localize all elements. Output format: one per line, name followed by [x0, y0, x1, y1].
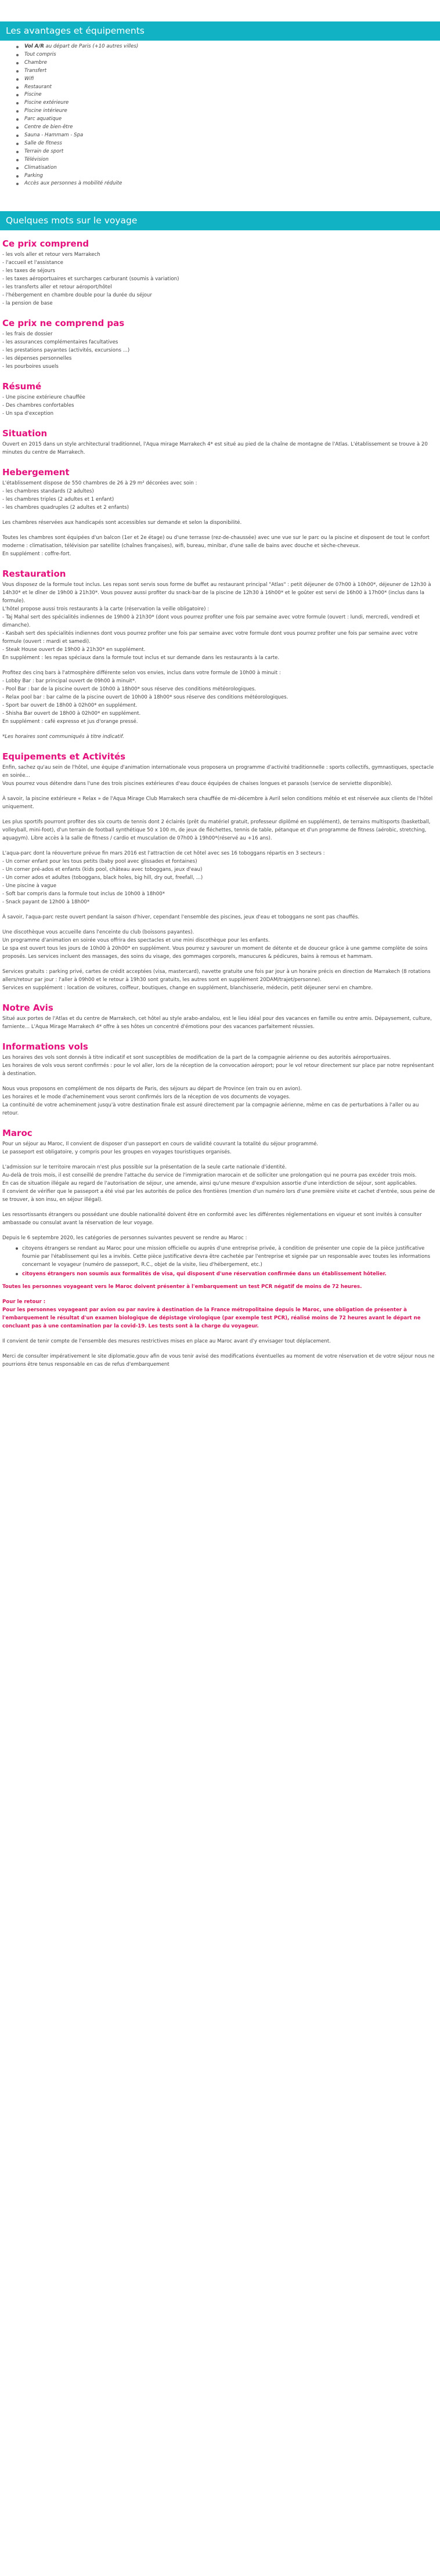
maroc-category-tourist: citoyens étrangers non soumis aux formalités de visa, qui disposent d'une réservation confirmée dans un établissement hôtelier.	[22, 1270, 437, 1278]
text-line: - la pension de base	[2, 301, 53, 307]
maroc-return-label: Pour le retour :	[2, 1299, 46, 1305]
text-line: - l'hébergement en chambre double pour la durée du séjour	[2, 292, 152, 299]
maroc-category-official: citoyens étrangers se rendant au Maroc pour une mission officielle ou auprès d'une entreprise privée, à condition de présenter une copie de la pièce justificative fournie par l'établissement qui les a invités. Cette pièce justificative devra être cachetée par l'entreprise et signée par un responsable avec toutes les informations concernant le voyageur (numéro de passeport, R.C., objet de la visite, lieu d'hébergement, etc.)	[22, 1244, 437, 1269]
advantages-list	[0, 43, 440, 188]
maroc-p1: Pour un séjour au Maroc, Il convient de disposer d'un passeport en cours de validité couvrant la totalité du séjour programmé.	[2, 1141, 319, 1148]
text-line: - Sport bar ouvert de 18h00 à 02h00* en supplément.	[2, 703, 138, 709]
advantage-item-text: Restaurant	[24, 84, 52, 90]
maroc-p2: L'admission sur le territoire marocain n'est plus possible sur la présentation de la seule carte nationale d'identité.	[2, 1164, 287, 1171]
section-notice	[2, 1003, 437, 1031]
included-lines	[2, 251, 437, 307]
maroc-p2b: Au-delà de trois mois, il est conseillé de prendre l'attache du service de l'immigration marocain et de solliciter une prolongation qui ne pourra pas excéder trois mois.	[2, 1173, 417, 1179]
advantage-item	[24, 115, 440, 124]
summary-lines	[2, 393, 437, 418]
text-line: - Un corner enfant pour les tous petits (baby pool avec glissades et fontaines)	[2, 859, 197, 865]
text-line: - les prestations payantes (activités, excursions ...)	[2, 348, 130, 354]
info-p2c: La continuité de votre acheminement jusqu'à votre destination finale est assuré directement par la compagnie aérienne, même en cas de perturbations à l'aller ou au retour.	[2, 1102, 419, 1117]
advantage-item-text: au départ de Paris (+10 autres villes)	[44, 44, 139, 49]
equipment-p2: À savoir, la piscine extérieure « Relax » de l'Aqua Mirage Club Marrakech sera chauffée de mi-décembre à Avril selon conditions météo et est réservée aux clients de l'hôtel uniquement.	[2, 796, 433, 811]
advantage-item	[24, 59, 440, 67]
equipment-heading: Equipements et Activités	[2, 751, 126, 762]
text-line: - l'accueil et l'assistance	[2, 260, 63, 266]
included-heading: Ce prix comprend	[2, 238, 89, 249]
lodging-heading: Hebergement	[2, 467, 70, 478]
maroc-p3: Les ressortissants étrangers ou possédant une double nationalité doivent être en conformité avec les différentes réglementations en vigueur et sont invités à consulter ambassade ou consulat avant la réservation de leur voyage.	[2, 1212, 422, 1227]
maroc-p6: Merci de consulter impérativement le site diplomatie.gouv afin de vous tenir avisé des modifications éventuelles au moment de votre réservation et de votre séjour nous ne pourrions être tenus responsable en cas de refus d'embarquement	[2, 1354, 435, 1368]
equipment-p6: Une discothèque vous accueille dans l'enceinte du club (boissons payantes).	[2, 929, 194, 936]
equipment-p6c: Le spa est ouvert tous les jours de 10h00 à 20h00* en supplément. Vous pourrez y savourer un moment de détente et de douceur grâce à une gamme complète de soins proposés. Les services incluent des massages, des soins du visage, des gommages corporels, manucures & pédicures, bains à remous et hammam.	[2, 946, 428, 960]
section-flight-info	[2, 1041, 437, 1117]
section-included	[2, 238, 437, 307]
text-line: - Une piscine à vague	[2, 883, 57, 889]
text-line: - Taj Mahal sert des spécialités indiennes de 19h00 à 21h30* (dont vous pourrez profiter une fois par semaine avec votre formule (ouvert : lundi, mercredi, vendredi et dimanche).	[2, 614, 420, 629]
maroc-heading: Maroc	[2, 1128, 33, 1139]
text-line: - les vols aller et retour vers Marrakech	[2, 252, 100, 258]
text-line: - les chambres standards (2 adultes)	[2, 489, 94, 495]
info-p2: Nous vous proposons en complément de nos départs de Paris, des séjours au départ de Province (en train ou en avion).	[2, 1086, 302, 1092]
text-line: - Soft bar compris dans la formule tout inclus de 10h00 à 18h00*	[2, 891, 165, 898]
info-p2b: Les horaires et le mode d'acheminement vous seront confirmés lors de la réception de vos documents de voyages.	[2, 1094, 291, 1101]
advantage-item-text: Piscine	[24, 92, 42, 98]
text-line: - les dépenses personnelles	[2, 356, 72, 362]
advantage-item-text: Télévision	[24, 156, 49, 162]
info-heading: Informations vols	[2, 1041, 88, 1052]
advantage-item-text: Parking	[24, 172, 43, 179]
equipment-p5: À savoir, l'aqua-parc reste ouvert pendant la saison d'hiver, cependant l'ensemble des piscines, jeux d'eau et toboggans ne sont pas chauffés.	[2, 914, 360, 921]
advantage-item	[24, 91, 440, 99]
excluded-heading: Ce prix ne comprend pas	[2, 318, 125, 329]
advantage-item-text: Accès aux personnes à mobilité réduite	[24, 180, 122, 187]
text-line: - Des chambres confortables	[2, 403, 74, 409]
restaurant-p3: Profitez des cinq bars à l'atmosphère différente selon vos envies, inclus dans votre formule de 10h00 à minuit :	[2, 670, 281, 676]
advantage-item-text: Terrain de sport	[24, 148, 64, 154]
text-line: - les taxes de séjours	[2, 268, 56, 274]
text-line: - les pourboires usuels	[2, 364, 59, 370]
text-line: En supplément : café expresso et jus d'orange pressé.	[2, 719, 138, 725]
text-line: - Steak House ouvert de 19h00 à 21h30* en supplément.	[2, 647, 146, 653]
section-equipment	[2, 751, 437, 992]
info-p1b: Les horaires de vols vous seront confirmés : pour le vol aller, lors de la réception de la convocation aéroport; pour le vol retour directement sur place par notre représentant à destination.	[2, 1063, 434, 1077]
advantage-item	[24, 148, 440, 156]
advantage-item-text: Salle de fitness	[24, 140, 62, 146]
advantage-item	[24, 51, 440, 59]
equipment-p6b: Un programme d'animation en soirée vous offrira des spectacles et une mini discothèque pour les enfants.	[2, 938, 270, 944]
text-line: - Un corner pré-ados et enfants (kids pool, château avec toboggans, jeux d'eau)	[2, 867, 203, 873]
maroc-p5: Il convient de tenir compte de l'ensemble des mesures restrictives mises en place au Maroc avant d'y envisager tout déplacement.	[2, 1338, 331, 1345]
equipment-p3: Les plus sportifs pourront profiter des six courts de tennis dont 2 éclairés (prêt du matériel gratuit, professeur diplômé en supplément), de terrains multisports (basketball, volleyball, mini-foot), d'un terrain de football synthétique 50 x 100 m, de jeux de fléchettes, tennis de table, pétanque et d'un programme de fitness (aérobic, stretching, aquagym). Libre accès à la salle de fitness / cardio et musculation de 07h00 à 19h00*(réservé au +16 ans).	[2, 819, 431, 842]
section-summary	[2, 381, 437, 418]
text-line: - les taxes aéroportuaires et surcharges carburant (soumis à variation)	[2, 276, 179, 283]
advantage-item	[24, 84, 440, 92]
situation-heading: Situation	[2, 428, 48, 439]
advantage-item	[24, 107, 440, 115]
restaurant-lines2	[2, 677, 437, 726]
text-line: - les chambres triples (2 adultes et 1 enfant)	[2, 497, 114, 503]
text-line: - Une piscine extérieure chauffée	[2, 395, 85, 401]
text-line: - les frais de dossier	[2, 331, 53, 338]
text-line: - Kasbah sert des spécialités indiennes dont vous pourrez profiter une fois par semaine avec votre formule dont vous pourrez profiter une fois par semaine avec votre formule (ouvert : mardi et samedi).	[2, 631, 418, 645]
advantage-item-text: Sauna - Hammam - Spa	[24, 132, 84, 138]
advantage-item-text: Wifi	[24, 75, 34, 82]
lodging-intro: L'établissement dispose de 550 chambres de 26 à 29 m² décorées avec soin :	[2, 480, 197, 487]
advantage-item-text: Piscine extérieure	[24, 100, 69, 106]
lodging-p1: Les chambres réservées aux handicapés sont accessibles sur demande et selon la disponibilité.	[2, 520, 242, 526]
section-excluded	[2, 318, 437, 371]
text-line: - Relax pool bar : bar calme de la piscine ouvert de 10h00 à 18h00* sous réserve des conditions météorologiques.	[2, 694, 288, 701]
advantage-item	[24, 99, 440, 107]
text-line: - Pool Bar : bar de la piscine ouvert de 10h00 à 18h00* sous réserve des conditions météorologiques.	[2, 686, 257, 693]
advantage-item	[24, 75, 440, 84]
maroc-return-warning: Pour les personnes voyageant par avion ou par navire à destination de la France métropolitaine depuis le Maroc, une obligation de présenter à l'embarquement le résultat d'un examen biologique de dépistage virologique (par exemple test PCR), réalisé moins de 72 heures avant le départ ne concluant pas à une contamination par la covid-19. Les tests sont à la charge du voyageur.	[2, 1307, 421, 1330]
advantage-item	[24, 43, 440, 51]
maroc-p1b: Le passeport est obligatoire, y compris pour les groupes en voyages touristiques organisés.	[2, 1149, 232, 1156]
lodging-lines	[2, 487, 437, 512]
notice-text: Situé aux portes de l'Atlas et du centre de Marrakech, cet hôtel au style arabo-andalou, est le lieu idéal pour des vacances en famille ou entre amis. Dépaysement, culture, farniente... L'Aqua Mirage Marrakech 4* offre à ses hôtes un concentré d'émotions pour des vacances parfaitement réussies.	[2, 1016, 432, 1030]
advantage-item-bold: Vol A/R	[24, 44, 44, 49]
info-p1: Les horaires des vols sont donnés à titre indicatif et sont susceptibles de modification de la part de la compagnie aérienne ou des autorités aéroportuaires.	[2, 1055, 391, 1061]
advantage-item-text: Centre de bien-être	[24, 124, 73, 131]
text-line: - Lobby Bar : bar principal ouvert de 09h00 à minuit*.	[2, 678, 136, 685]
summary-heading: Résumé	[2, 381, 42, 392]
maroc-categories-list	[2, 1244, 437, 1278]
notice-heading: Notre Avis	[2, 1003, 53, 1014]
advantages-header: Les avantages et équipements	[0, 21, 440, 41]
lodging-p3: En supplément : coffre-fort.	[2, 551, 71, 558]
advantage-item	[24, 156, 440, 164]
equipment-p1b: Vous pourrez vous détendre dans l'une des trois piscines extérieures d'eau douce équipées de chaises longues et parasols (service de serviette disponible).	[2, 781, 393, 787]
section-lodging	[2, 467, 437, 558]
text-line: En supplément : les repas spéciaux dans la formule tout inclus et sur demande dans les restaurants à la carte.	[2, 655, 280, 661]
text-line: - Un corner ados et adultes (toboggans, black holes, big hill, dry out, freefall, ...)	[2, 875, 203, 881]
text-line: - Shisha Bar ouvert de 18h00 à 02h00* en supplément.	[2, 711, 141, 717]
text-line: - les transferts aller et retour aéroport/hôtel	[2, 284, 112, 291]
advantage-item	[24, 172, 440, 180]
advantage-item	[24, 164, 440, 172]
excluded-lines	[2, 330, 437, 371]
situation-text: Ouvert en 2015 dans un style architectural traditionnel, l'Aqua mirage Marrakech 4* est situé au pied de la chaîne de montagne de l'Atlas. L'établissement se trouve à 20 minutes du centre de Marrakech.	[2, 442, 428, 456]
advantage-item-text: Parc aquatique	[24, 116, 62, 122]
section-maroc	[2, 1128, 437, 1369]
advantage-item-text: Climatisation	[24, 164, 57, 171]
advantage-item-text: Chambre	[24, 59, 47, 66]
restaurant-p1: Vous disposez de la formule tout inclus. Les repas sont servis sous forme de buffet au restaurant principal "Atlas" : petit déjeuner de 07h00 à 10h00*, déjeuner de 12h30 à 14h30* et le dîner de 19h00 à 21h30*. Vous pouvez aussi profiter du snack-bar de la piscine de 12h30 à 16h00* et le goûter est servi de 16h00 à 17h00* (inclus dans la formule).	[2, 582, 431, 605]
trip-header: Quelques mots sur le voyage	[0, 211, 440, 230]
restaurant-lines1	[2, 613, 437, 662]
advantage-item	[24, 140, 440, 148]
equipment-p7b: Services en supplément : location de voitures, coiffeur, boutiques, change en supplément, blanchisserie, médecin, petit déjeuner servi en chambre.	[2, 985, 373, 992]
text-line: - Snack payant de 12h00 à 18h00*	[2, 899, 90, 906]
section-situation	[2, 428, 437, 457]
lodging-p2: Toutes les chambres sont équipées d'un balcon (1er et 2e étage) ou d'une terrasse (rez-de-chaussée) avec une vue sur le parc ou la piscine et disposent de tout le confort moderne : climatisation, télévision par satellite (chaînes françaises), wifi, bureau, minibar, d'une salle de bains avec douche et sèche-cheveux.	[2, 535, 430, 549]
maroc-p2d: Il convient de vérifier que le passeport a été visé par les autorités de police des frontières (mention d'un numéro lors d'une première visite et cachet d'entrée, sous peine de se trouver, à son insu, en séjour illégal).	[2, 1189, 435, 1203]
restaurant-heading: Restauration	[2, 569, 66, 580]
section-restaurant	[2, 569, 437, 741]
trip-content	[0, 238, 440, 1369]
text-line: - les chambres quadruples (2 adultes et 2 enfants)	[2, 505, 129, 511]
equipment-p1: Enfin, sachez qu'au sein de l'hôtel, une équipe d'animation internationale vous proposera un programme d'activité traditionnelle : sports collectifs, gymnastiques, spectacle en soirée...	[2, 765, 434, 779]
equipment-p7: Services gratuits : parking privé, cartes de crédit acceptées (visa, mastercard), navette gratuite une fois par jour à un horaire précis en direction de Marrakech (8 rotations allers/retour par jour : l'aller à 09h00 et le retour à 19h30 sont gratuits, les autres sont en supplément 20DAM/trajet/personne).	[2, 969, 431, 983]
advantage-item-text: Transfert	[24, 67, 47, 74]
text-line: - les assurances complémentaires facultatives	[2, 339, 118, 346]
restaurant-p2: L'hôtel propose aussi trois restaurants à la carte (réservation la veille obligatoire) :	[2, 606, 210, 613]
maroc-p2c: En cas de situation illégale au regard de l'autorisation de séjour, une amende, ainsi qu'une mesure d'expulsion assortie d'une interdiction de séjour, sont applicables.	[2, 1181, 417, 1187]
text-line: - Un spa d'exception	[2, 411, 54, 417]
advantage-item	[24, 180, 440, 188]
advantage-item	[24, 124, 440, 132]
equipment-p4: L'aqua-parc dont la réouverture prévue fin mars 2016 est l'attraction de cet hôtel avec ses 16 toboggans répartis en 3 secteurs :	[2, 851, 325, 857]
advantage-item-text: Tout compris	[24, 51, 56, 57]
equipment-lines	[2, 858, 437, 906]
page	[0, 21, 440, 1369]
maroc-p4: Depuis le 6 septembre 2020, les catégories de personnes suivantes peuvent se rendre au Maroc :	[2, 1235, 247, 1242]
advantage-item	[24, 132, 440, 140]
advantage-item	[24, 67, 440, 75]
maroc-pcr-warning: Toutes les personnes voyageant vers le Maroc doivent présenter à l'embarquement un test PCR négatif de moins de 72 heures.	[2, 1284, 362, 1290]
advantage-item-text: Piscine intérieure	[24, 108, 67, 114]
restaurant-note: *Les horaires sont communiqués à titre indicatif.	[2, 734, 124, 740]
